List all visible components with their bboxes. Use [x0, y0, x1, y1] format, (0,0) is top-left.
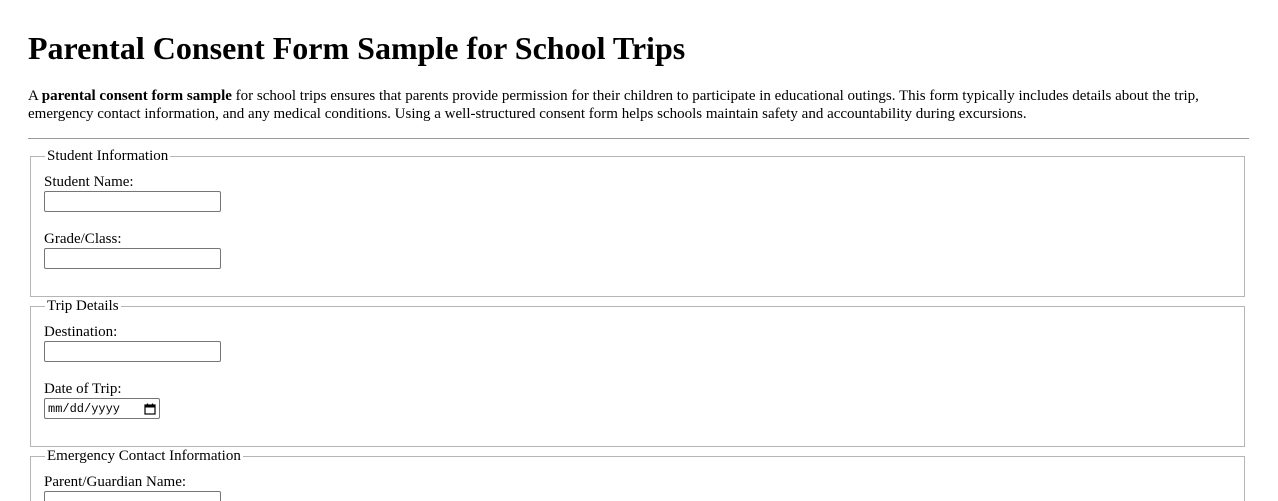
destination-label: Destination:: [44, 324, 118, 340]
student-information-fieldset: [30, 148, 1245, 297]
emergency-contact-legend: Emergency Contact Information: [47, 448, 241, 464]
page-title: Parental Consent Form Sample for School Trips: [28, 30, 686, 66]
student-information-legend: Student Information: [47, 148, 169, 164]
date-of-trip-label: Date of Trip:: [44, 381, 122, 397]
date-of-trip-input[interactable]: [44, 398, 160, 419]
emergency-contact-fieldset: [30, 448, 1245, 501]
trip-details-legend: Trip Details: [47, 298, 119, 314]
student-name-input[interactable]: [44, 191, 221, 212]
calendar-icon[interactable]: [144, 403, 156, 415]
intro-paragraph: [28, 87, 1253, 123]
date-placeholder: mm/dd/yyyy: [48, 401, 121, 416]
intro-bold-term: parental consent form sample: [41, 88, 232, 104]
grade-class-label: Grade/Class:: [44, 231, 122, 247]
intro-prefix: A: [28, 88, 42, 104]
trip-details-fieldset: [30, 298, 1245, 447]
guardian-name-input[interactable]: [44, 491, 221, 501]
destination-input[interactable]: [44, 341, 221, 362]
divider: [28, 138, 1249, 139]
intro-rest: for school trips ensures that parents provide permission for their children to participate in educational outings. This form typically includes details about the trip, emergency contact information, and any medical conditions. Using a well-structured consent form helps schools maintain safety and accountability during excursions.: [28, 88, 1199, 122]
grade-class-input[interactable]: [44, 248, 221, 269]
guardian-name-label: Parent/Guardian Name:: [44, 474, 187, 490]
student-name-label: Student Name:: [44, 174, 134, 190]
